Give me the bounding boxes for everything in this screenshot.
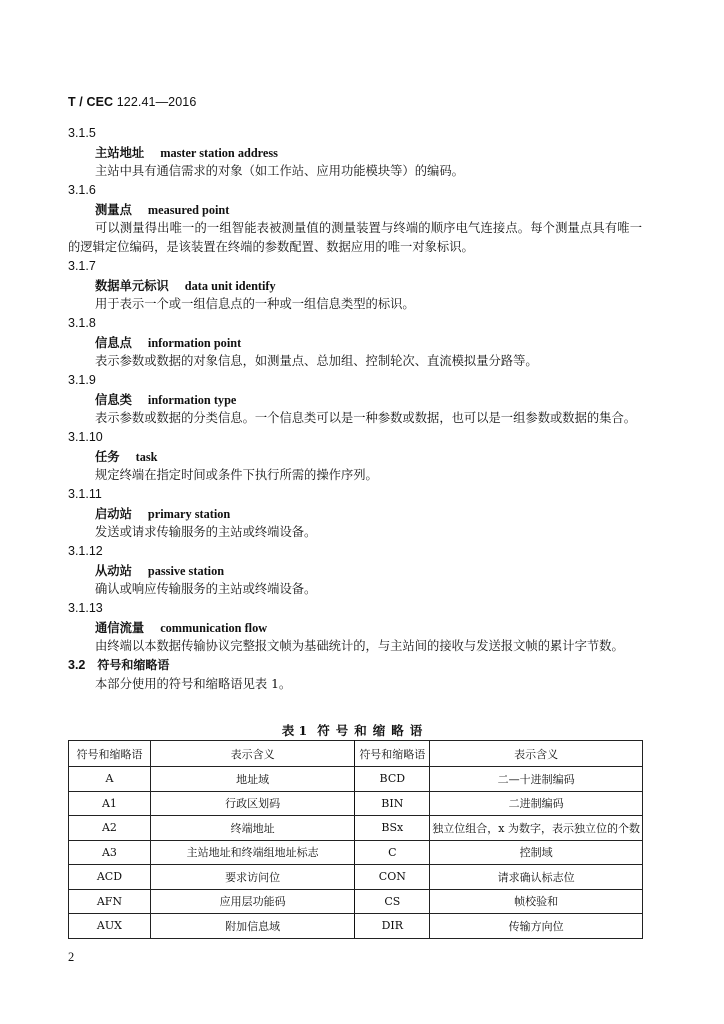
term-en: task [135,450,158,464]
clause-number: 3.1.11 [68,487,102,501]
table-caption [68,721,642,739]
definition: 表示参数或数据的对象信息，如测量点、总加组、控制轮次、直流模拟量分路等。 [95,354,538,368]
clause [68,599,642,656]
symbols-table [68,740,643,939]
symbol-cell: C [355,840,430,865]
header-cell: 符号和缩略语 [69,741,151,767]
term-en: information point [147,336,242,350]
symbol-cell: A [69,767,151,792]
meaning-cell: 主站地址和终端组地址标志 [150,840,354,865]
symbol-cell: ACD [69,865,151,890]
page-number: 2 [68,950,75,964]
symbol-cell: CON [355,865,430,890]
clause-list [68,124,642,656]
meaning-cell: 附加信息域 [150,914,354,939]
term-en: data unit identify [184,279,276,293]
section-title: 符号和缩略语 [97,658,170,672]
clause [68,314,642,371]
term-zh: 任务 [95,449,120,464]
term [68,143,642,162]
symbol-cell: BSx [355,816,430,841]
definition: 主站中具有通信需求的对象（如工作站、应用功能模块等）的编码。 [95,164,464,178]
term-en: primary station [147,507,231,521]
meaning-cell: 应用层功能码 [150,889,354,914]
clause-number: 3.1.12 [68,544,103,558]
table-title: 符号和缩略语 [317,723,429,738]
term-zh: 信息类 [95,392,132,407]
term-en: passive station [147,564,225,578]
section-heading [68,656,642,675]
clause-number: 3.1.13 [68,601,103,615]
standard-number: 122.41—2016 [116,95,197,109]
table-row [69,914,643,939]
header-cell: 表示含义 [430,741,643,767]
document-header [68,95,196,109]
section-number: 3.2 [68,658,86,672]
term [68,618,642,637]
symbol-cell: AUX [69,914,151,939]
symbol-cell: DIR [355,914,430,939]
clause-number: 3.1.8 [68,316,96,330]
clause-number: 3.1.6 [68,183,96,197]
clause [68,485,642,542]
clause [68,181,642,257]
definition: 确认或响应传输服务的主站或终端设备。 [95,582,317,596]
definition: 用于表示一个或一组信息点的一种或一组信息类型的标识。 [95,297,415,311]
term-zh: 数据单元标识 [95,278,169,293]
meaning-cell: 控制域 [430,840,643,865]
standard-code: T / CEC [68,95,114,109]
clause [68,124,642,181]
symbol-cell: BCD [355,767,430,792]
clause-number: 3.1.9 [68,373,96,387]
meaning-cell: 二进制编码 [430,791,643,816]
term-zh: 信息点 [95,335,132,350]
definition: 由终端以本数据传输协议完整报文帧为基础统计的，与主站间的接收与发送报文帧的累计字节数。 [95,639,624,653]
symbol-cell: A1 [69,791,151,816]
clause [68,428,642,485]
symbol-cell: CS [355,889,430,914]
clause [68,257,642,314]
document-body [68,124,642,694]
definition: 规定终端在指定时间或条件下执行所需的操作序列。 [95,468,378,482]
table-row [69,816,643,841]
table-row [69,865,643,890]
term-zh: 从动站 [95,563,132,578]
meaning-cell: 二—十进制编码 [430,767,643,792]
term-zh: 主站地址 [95,145,145,160]
meaning-cell: 要求访问位 [150,865,354,890]
table-row [69,889,643,914]
table-label: 表 1 [281,723,308,738]
term [68,504,642,523]
meaning-cell: 终端地址 [150,816,354,841]
term [68,333,642,352]
meaning-cell: 地址域 [150,767,354,792]
term [68,276,642,295]
meaning-cell: 帧校验和 [430,889,643,914]
term-en: measured point [147,203,230,217]
clause-number: 3.1.5 [68,126,96,140]
definition: 表示参数或数据的分类信息。一个信息类可以是一种参数或数据，也可以是一组参数或数据的集合。 [95,411,637,425]
table-row [69,840,643,865]
meaning-cell: 请求确认标志位 [430,865,643,890]
definition: 可以测量得出唯一的一组智能表被测量值的测量装置与终端的顺序电气连接点。每个测量点具有唯一的逻辑定位编码，是该装置在终端的参数配置、数据应用的唯一对象标识。 [68,221,642,254]
term [68,390,642,409]
section-text: 本部分使用的符号和缩略语见表 1。 [95,677,292,691]
table-row [69,767,643,792]
definition: 发送或请求传输服务的主站或终端设备。 [95,525,317,539]
header-cell: 表示含义 [150,741,354,767]
term-en: information type [147,393,237,407]
table-header-row [69,741,643,767]
term-zh: 测量点 [95,202,132,217]
meaning-cell: 传输方向位 [430,914,643,939]
symbol-cell: AFN [69,889,151,914]
term-en: communication flow [160,621,268,635]
clause-number: 3.1.7 [68,259,96,273]
term-zh: 通信流量 [95,620,145,635]
term-zh: 启动站 [95,506,132,521]
table-row [69,791,643,816]
clause [68,542,642,599]
term [68,561,642,580]
term [68,447,642,466]
symbol-cell: A3 [69,840,151,865]
meaning-cell: 独立位组合，x 为数字，表示独立位的个数 [430,816,643,841]
header-cell: 符号和缩略语 [355,741,430,767]
meaning-cell: 行政区划码 [150,791,354,816]
symbol-cell: BIN [355,791,430,816]
term [68,200,642,219]
clause-number: 3.1.10 [68,430,103,444]
symbol-cell: A2 [69,816,151,841]
term-en: master station address [160,146,278,160]
clause [68,371,642,428]
